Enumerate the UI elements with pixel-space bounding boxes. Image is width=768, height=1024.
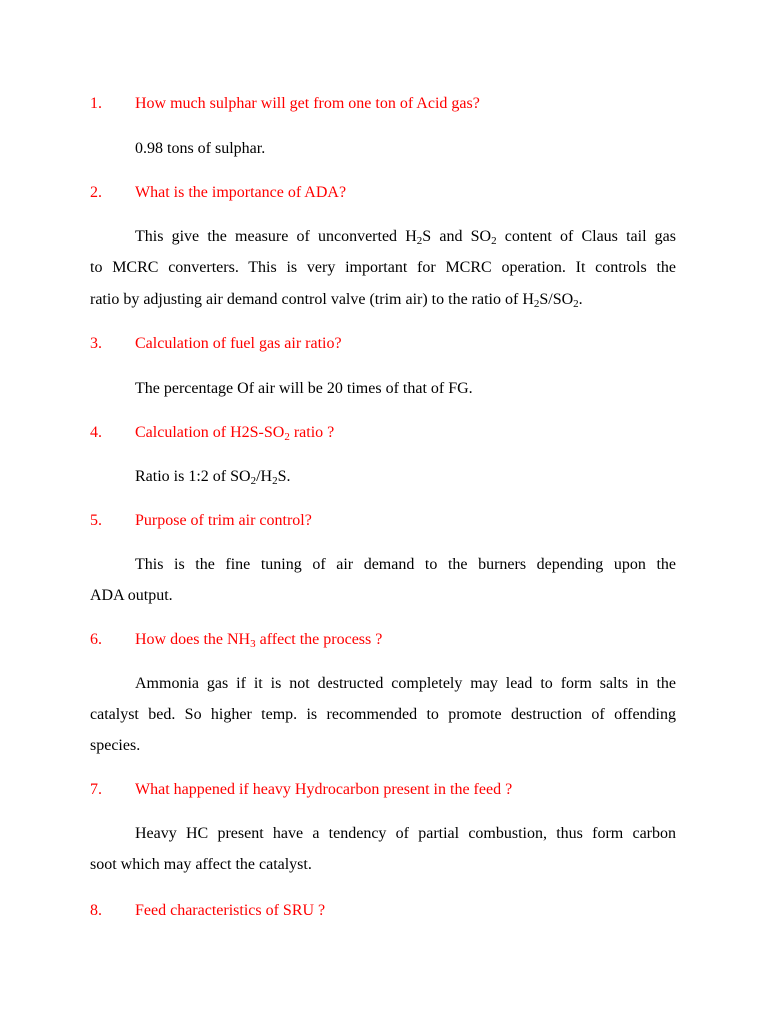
- question-text: What happened if heavy Hydrocarbon present in the feed ?: [135, 781, 513, 798]
- answer-paragraph-line: to MCRC converters. This is very important for MCRC operation. It controls the: [90, 259, 676, 276]
- question-number: 7.: [90, 781, 102, 798]
- answer-paragraph-line: catalyst bed. So higher temp. is recommended to promote destruction of offending: [90, 706, 676, 723]
- question-number: 4.: [90, 424, 102, 441]
- question-text: Purpose of trim air control?: [135, 512, 312, 529]
- question-text: Calculation of fuel gas air ratio?: [135, 335, 342, 352]
- question-text: How much sulphar will get from one ton of Acid gas?: [135, 95, 480, 112]
- answer-text: The percentage Of air will be 20 times of that of FG.: [135, 380, 473, 397]
- answer-text: Ratio is 1:2 of $SO_2/H_2S$.: [135, 468, 291, 487]
- answer-paragraph-line: Heavy HC present have a tendency of partial combustion, thus form carbon: [135, 825, 676, 842]
- question-number: 1.: [90, 95, 102, 112]
- answer-paragraph-line: soot which may affect the catalyst.: [90, 856, 312, 873]
- answer-paragraph-line: species.: [90, 737, 141, 754]
- question-text: Feed characteristics of SRU ?: [135, 902, 326, 919]
- answer-paragraph-line: ADA output.: [90, 587, 173, 604]
- answer-paragraph-line: This is the fine tuning of air demand to the burners depending upon the: [135, 556, 676, 573]
- question-text: Calculation of $H2S-SO_2$ ratio ?: [135, 424, 335, 443]
- question-number: 5.: [90, 512, 102, 529]
- question-text: How does the $NH_3$ affect the process ?: [135, 631, 383, 650]
- question-number: 8.: [90, 902, 102, 919]
- answer-text: 0.98 tons of sulphar.: [135, 140, 266, 157]
- question-text: What is the importance of ADA?: [135, 184, 347, 201]
- answer-paragraph-line: Ammonia gas if it is not destructed completely may lead to form salts in the: [135, 675, 676, 692]
- question-number: 3.: [90, 335, 102, 352]
- question-number: 6.: [90, 631, 102, 648]
- question-number: 2.: [90, 184, 102, 201]
- answer-paragraph-line: ratio by adjusting air demand control valve (trim air) to the ratio of $H_2S/SO_2$.: [90, 291, 583, 310]
- answer-paragraph-line: This give the measure of unconverted $H_2S$ and $SO_2$ content of Claus tail gas: [135, 228, 677, 247]
